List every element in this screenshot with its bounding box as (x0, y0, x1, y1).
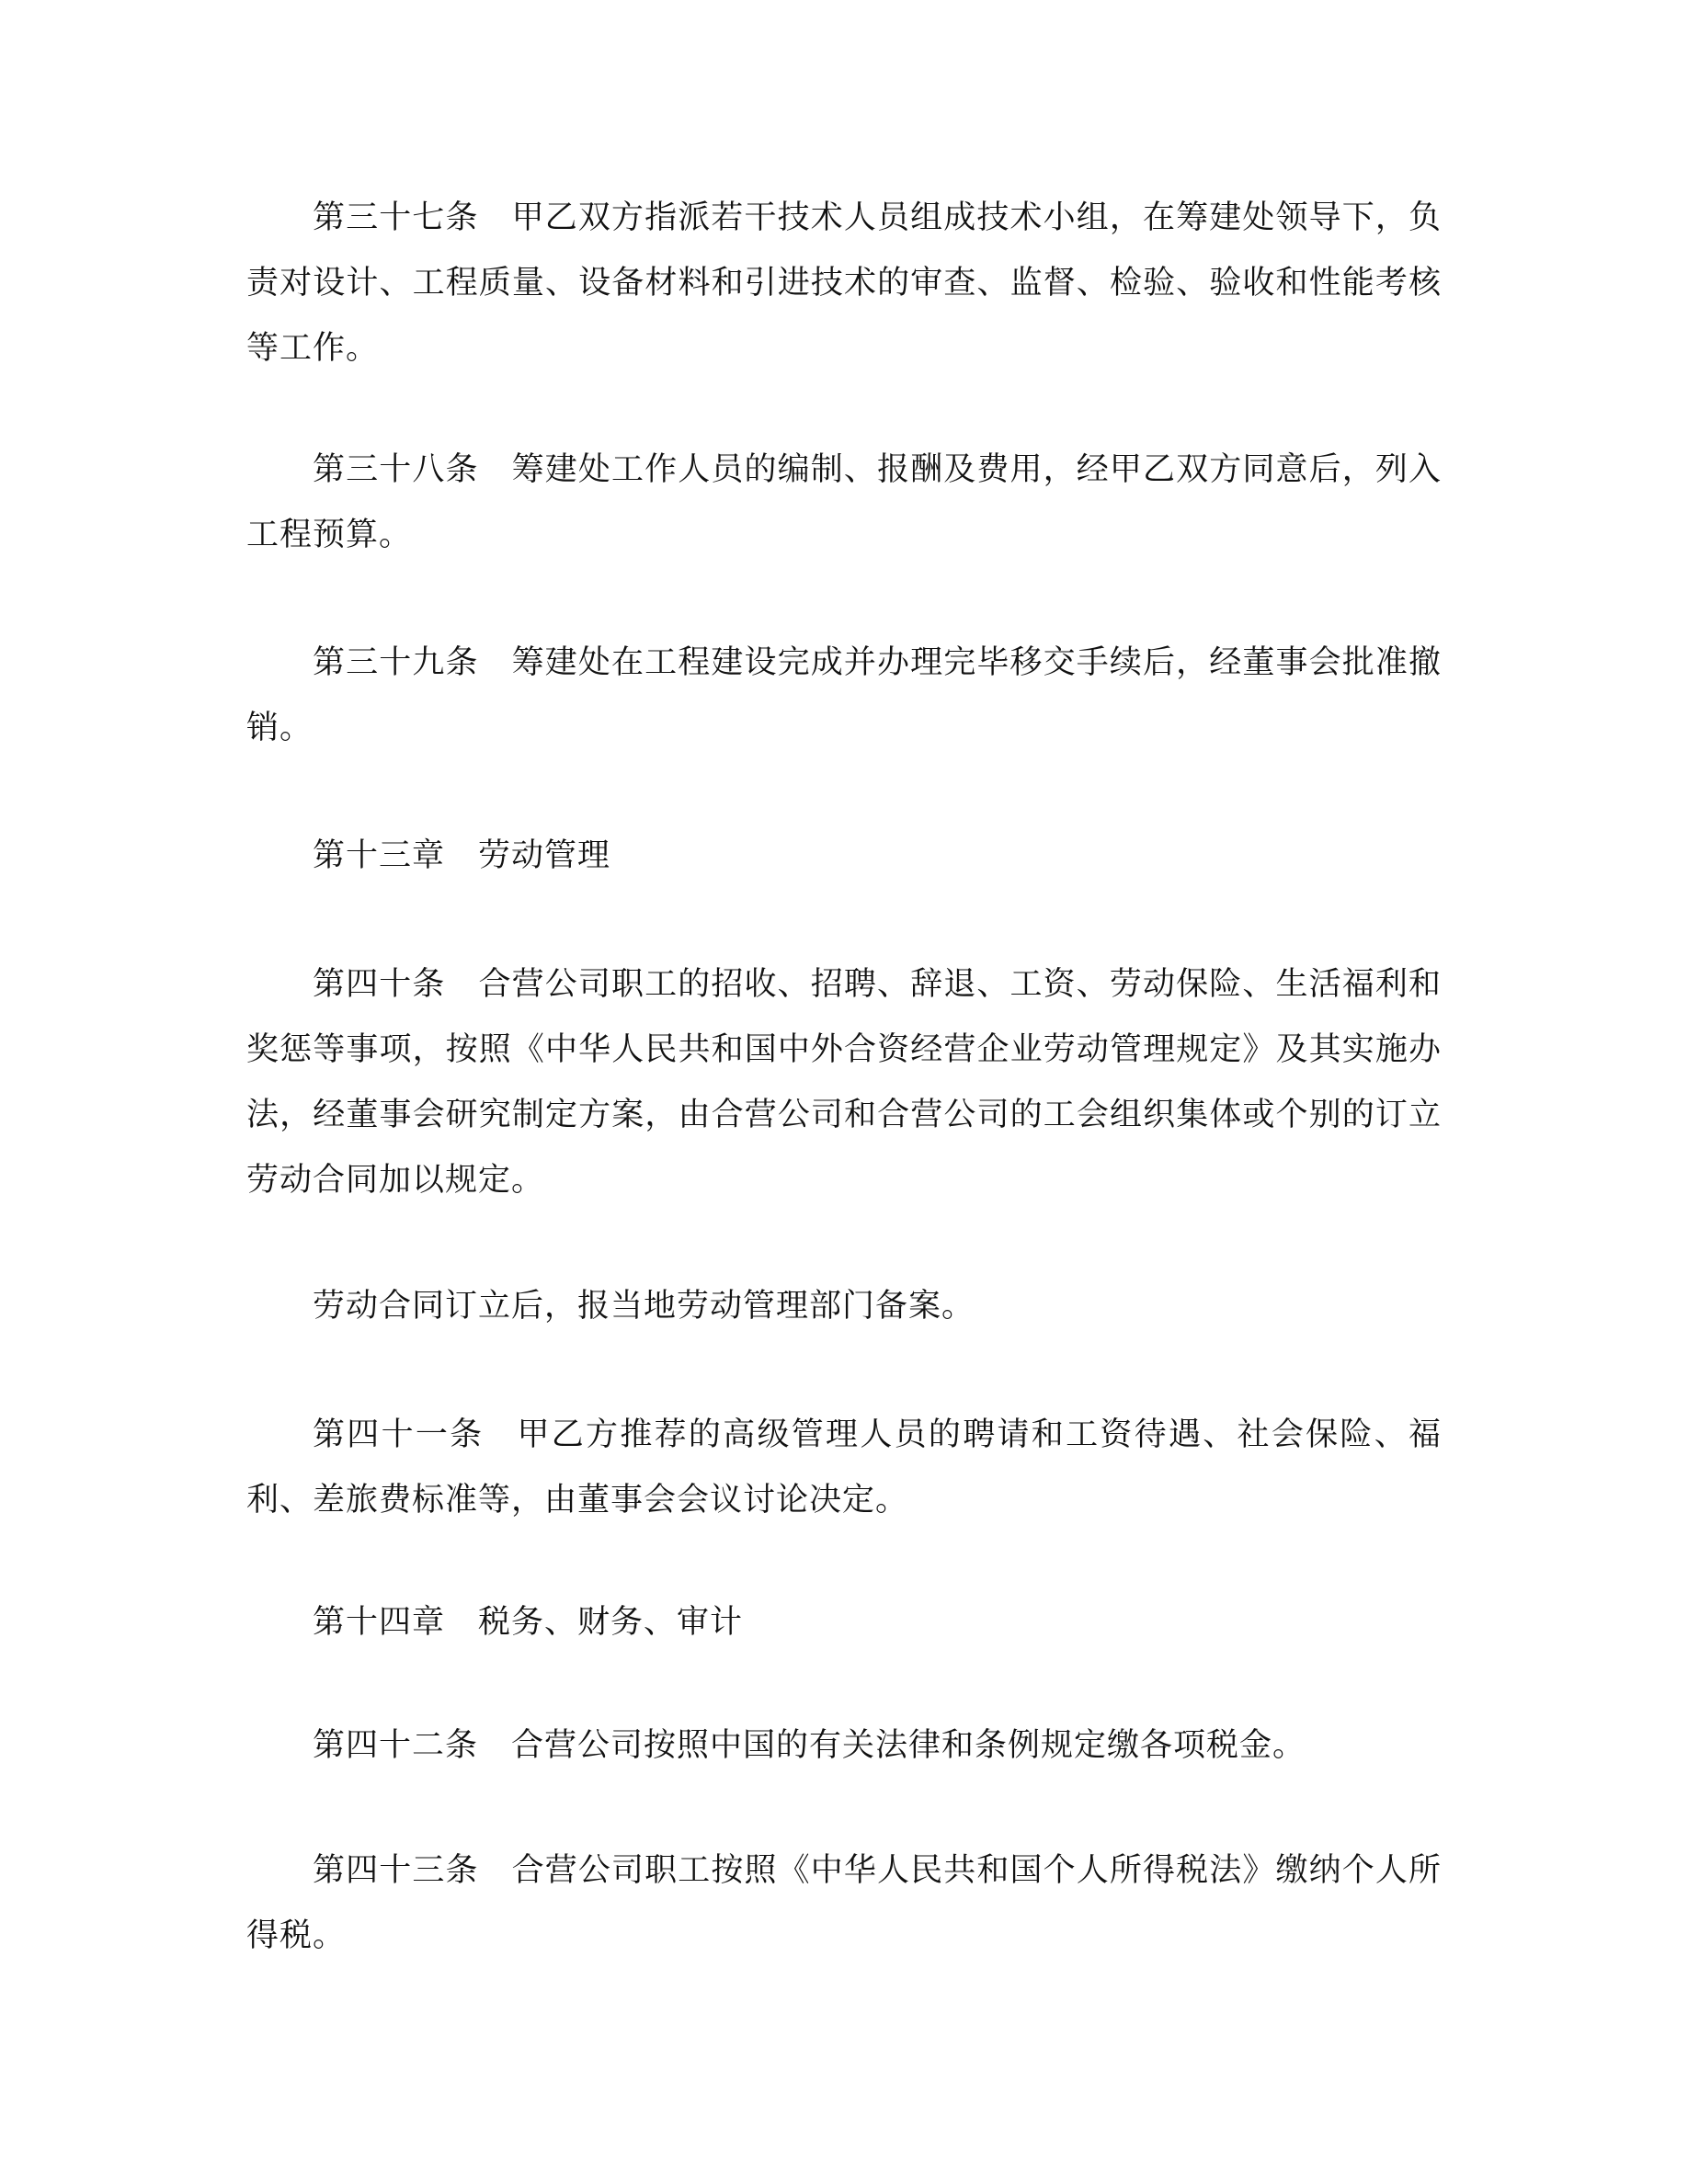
article-label: 第四十三条 (313, 1852, 479, 1889)
chapter-label: 第十三章 (313, 837, 446, 874)
article-41 (246, 1403, 1442, 1533)
article-label: 第四十一条 (313, 1416, 485, 1453)
article-label: 第三十八条 (313, 451, 479, 488)
article-text: 劳动合同订立后，报当地劳动管理部门备案。 (313, 1288, 975, 1325)
article-label: 第四十二条 (313, 1727, 479, 1764)
article-40-continuation (246, 1274, 1442, 1339)
article-40 (246, 952, 1442, 1213)
article-37 (246, 186, 1442, 381)
article-text: 筹建处工作人员的编制、报酬及费用，经甲乙双方同意后，列入工程预算。 (246, 451, 1442, 553)
chapter-title: 劳动管理 (478, 837, 611, 874)
article-text: 合营公司职工的招收、招聘、辞退、工资、劳动保险、生活福利和奖惩等事项，按照《中华人民共和国中外合资经营企业劳动管理规定》及其实施办法，经董事会研究制定方案，由合营公司和合营公司的工会组织集体或个别的订立劳动合同加以规定。 (246, 966, 1442, 1199)
article-text: 合营公司按照中国的有关法律和条例规定缴各项税金。 (511, 1727, 1306, 1764)
article-text: 合营公司职工按照《中华人民共和国个人所得税法》缴纳个人所得税。 (246, 1852, 1442, 1954)
chapter-13-heading (246, 824, 1442, 889)
chapter-title: 税务、财务、审计 (478, 1604, 744, 1641)
article-text: 甲乙方推荐的高级管理人员的聘请和工资待遇、社会保险、福利、差旅费标准等，由董事会会议讨论决定。 (246, 1416, 1442, 1519)
article-39 (246, 631, 1442, 761)
article-42 (246, 1713, 1442, 1779)
chapter-label: 第十四章 (313, 1604, 446, 1641)
chapter-14-heading (246, 1590, 1442, 1655)
article-43 (246, 1838, 1442, 1969)
article-label: 第三十九条 (313, 644, 479, 681)
article-label: 第三十七条 (313, 199, 479, 236)
article-text: 筹建处在工程建设完成并办理完毕移交手续后，经董事会批准撤销。 (246, 644, 1442, 746)
article-text: 甲乙双方指派若干技术人员组成技术小组，在筹建处领导下，负责对设计、工程质量、设备材料和引进技术的审查、监督、检验、验收和性能考核等工作。 (246, 199, 1442, 367)
article-38 (246, 438, 1442, 568)
article-label: 第四十条 (313, 966, 446, 1003)
